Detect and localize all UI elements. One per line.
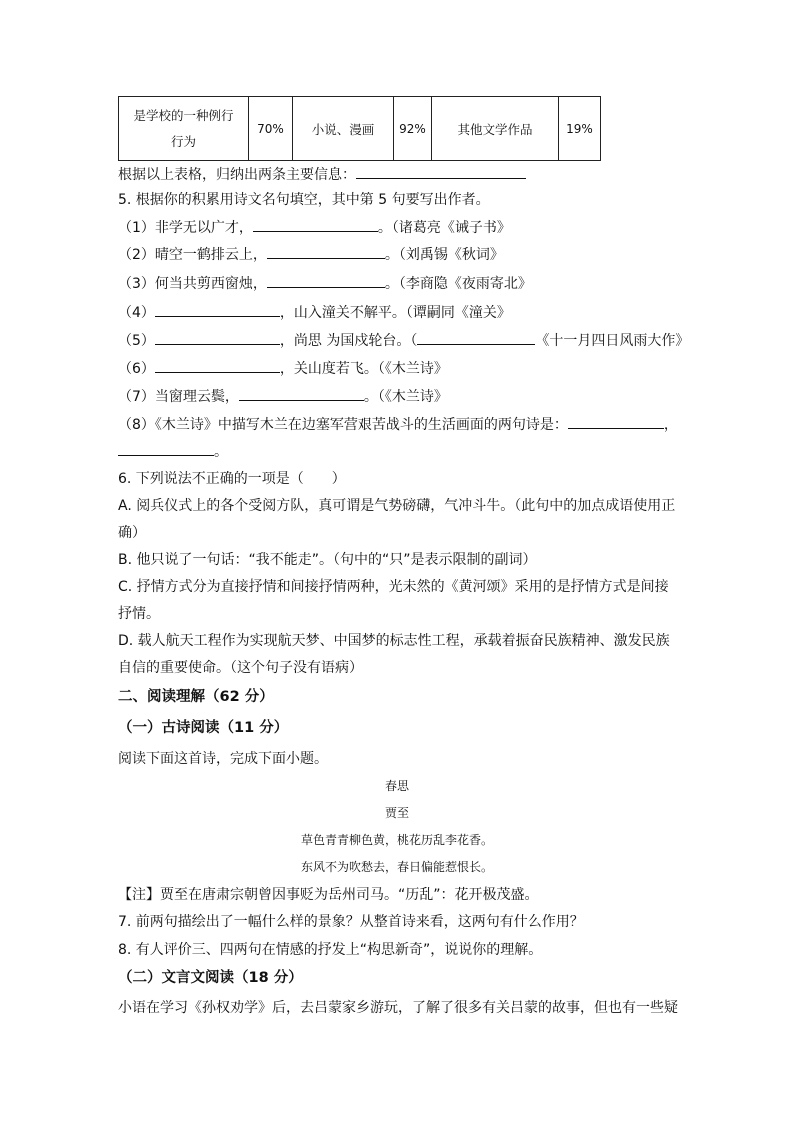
table-cell-line: 行为 [170, 133, 196, 149]
answer-blank[interactable] [417, 330, 535, 345]
item-text: （8）《木兰诗》中描写木兰在边塞军营艰苦战斗的生活画面的两句诗是： [118, 417, 568, 433]
item-text: 。（诸葛亮《诫子书》 [377, 220, 511, 236]
table-cell [119, 97, 249, 161]
q5-item-7 [118, 386, 448, 407]
q5-item-4 [118, 302, 511, 323]
item-text: （3）何当共剪西窗烛， [118, 276, 267, 292]
q5-item-8-cont [118, 441, 228, 462]
item-text: 。（《木兰诗》 [363, 389, 448, 405]
poem-line-2: 东风不为吹愁去，春日偏能惹恨长。 [300, 860, 493, 874]
item-text: （5） [118, 333, 155, 349]
q5-item-8 [118, 414, 678, 435]
poem-note: 【注】贾至在唐肃宗朝曾因事贬为岳州司马。“历乱”：花开极茂盛。 [118, 887, 539, 903]
item-text: （1）非学无以广才， [118, 220, 253, 236]
q5-intro: 5. 根据你的积累用诗文名句填空，其中第 5 句要写出作者。 [118, 192, 490, 208]
q5-item-3 [118, 273, 532, 294]
item-text: 。（刘禹锡《秋词》 [384, 247, 504, 263]
item-text: 。（李商隐《夜雨寄北》 [384, 276, 532, 292]
q6-option-a-cont: 确） [118, 525, 146, 541]
item-text: （7）当窗理云鬓， [118, 389, 239, 405]
q5-item-2 [118, 244, 504, 265]
item-text: 。 [214, 444, 228, 460]
table-cell-line: 是学校的一种例行 [133, 107, 234, 123]
q5-item-1 [118, 217, 511, 238]
item-text: ，山入潼关不解平。（谭嗣同《潼关》 [279, 305, 511, 321]
item-text: （6） [118, 361, 155, 377]
q6-stem: 6. 下列说法不正确的一项是（ ） [118, 471, 346, 487]
poem-title: 春思 [384, 779, 409, 793]
table-cell: 19% [559, 97, 601, 161]
table-row [119, 97, 601, 161]
item-text: （4） [118, 305, 155, 321]
item-text: ， [663, 417, 678, 433]
passage-intro: 小语在学习《孙权劝学》后，去吕蒙家乡游玩，了解了很多有关吕蒙的故事，但也有一些疑 [118, 1000, 678, 1016]
answer-blank[interactable] [568, 414, 664, 429]
q8: 8. 有人评价三、四两句在情感的抒发上“构思新奇”，说说你的理解。 [118, 942, 543, 958]
answer-blank[interactable] [356, 164, 526, 179]
answer-blank[interactable] [267, 244, 385, 259]
poem-line-1: 草色青青柳色黄，桃花历乱李花香。 [300, 833, 493, 847]
item-text: （2）晴空一鹤排云上， [118, 247, 267, 263]
item-text: ，尚思 为国戍轮台。（ [279, 333, 418, 349]
answer-blank[interactable] [253, 217, 378, 232]
item-text: ，关山度若飞。（《木兰诗》 [279, 361, 448, 377]
q5-item-6 [118, 358, 448, 379]
subsection-heading: （二）文言文阅读（18 分） [118, 970, 303, 986]
q7: 7. 前两句描绘出了一幅什么样的景象？从整首诗来看，这两句有什么作用？ [118, 914, 584, 930]
section-heading: 二、阅读理解（62 分） [118, 689, 274, 705]
q6-option-d-cont: 自信的重要使命。（这个句子没有语病） [118, 660, 363, 676]
answer-blank[interactable] [155, 330, 280, 345]
q6-option-b: B. 他只说了一句话：“我不能走”。（句中的“只”是表示限制的副词） [118, 552, 537, 568]
table-cell: 92% [394, 97, 432, 161]
q5-item-5 [118, 330, 689, 351]
item-text: 《十一月四日风雨大作》 [535, 333, 690, 349]
q4-summary-line [118, 164, 526, 185]
subsection-heading: （一）古诗阅读（11 分） [118, 720, 289, 736]
survey-table [118, 96, 601, 161]
answer-blank[interactable] [267, 273, 385, 288]
q6-option-a: A. 阅兵仪式上的各个受阅方队，真可谓是气势磅礴，气冲斗牛。（此句中的加点成语使用正 [118, 498, 676, 514]
answer-blank[interactable] [239, 386, 364, 401]
poem-author: 贾至 [384, 806, 409, 820]
poem-intro: 阅读下面这首诗，完成下面小题。 [118, 751, 328, 767]
table-cell: 小说、漫画 [293, 97, 394, 161]
q6-option-c-cont: 抒情。 [118, 606, 160, 622]
q6-option-d: D. 载人航天工程作为实现航天梦、中国梦的标志性工程，承载着振奋民族精神、激发民族 [118, 633, 670, 649]
answer-blank[interactable] [155, 358, 280, 373]
answer-blank[interactable] [118, 441, 214, 456]
table-cell: 70% [249, 97, 293, 161]
answer-blank[interactable] [155, 302, 280, 317]
table-cell: 其他文学作品 [432, 97, 559, 161]
q6-option-c: C. 抒情方式分为直接抒情和间接抒情两种，光未然的《黄河颂》采用的是抒情方式是间接 [118, 579, 669, 595]
q4-summary-text: 根据以上表格，归纳出两条主要信息： [118, 167, 356, 183]
